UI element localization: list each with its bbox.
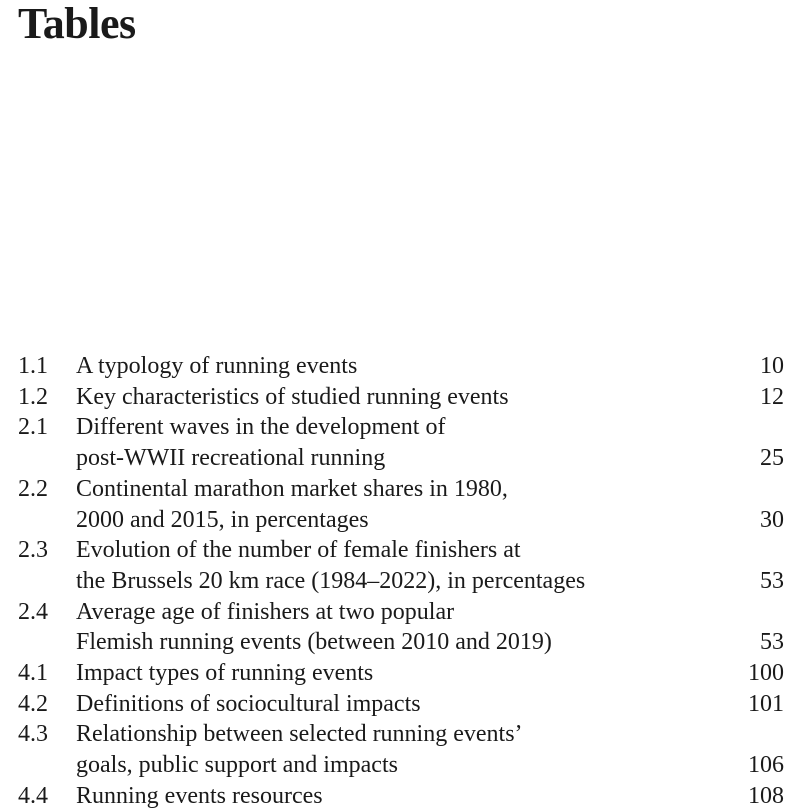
- toc-entry[interactable]: [18, 351, 784, 382]
- entry-title-line: post-WWII recreational running: [76, 445, 386, 472]
- entry-page-number: 12: [760, 383, 784, 410]
- entry-number: 2.1: [18, 414, 48, 441]
- entry-title-line: 2000 and 2015, in percentages: [76, 506, 369, 533]
- entry-number: 4.2: [18, 690, 48, 717]
- entry-page-number: 108: [748, 782, 784, 809]
- entry-number: 1.2: [18, 383, 48, 410]
- entry-number: 4.4: [18, 782, 48, 809]
- entry-title: [76, 689, 694, 720]
- entry-number: 2.2: [18, 475, 48, 502]
- entry-title-line: Key characteristics of studied running events: [76, 383, 509, 410]
- entry-title-line: Average age of finishers at two popular: [76, 598, 455, 625]
- entry-title-line: Definitions of sociocultural impacts: [76, 690, 421, 717]
- entry-title-line: Running events resources: [76, 782, 323, 809]
- entry-title-line: Impact types of running events: [76, 660, 374, 687]
- entry-title-line: goals, public support and impacts: [76, 752, 398, 779]
- entry-number: 2.3: [18, 537, 48, 564]
- toc-entry[interactable]: [18, 535, 784, 596]
- entry-title-line: A typology of running events: [76, 353, 358, 379]
- toc-entry[interactable]: [18, 689, 784, 720]
- entry-title-line: Different waves in the development of: [76, 414, 446, 441]
- table-of-contents: [18, 351, 784, 812]
- entry-title: [76, 382, 694, 413]
- entry-title: [76, 474, 694, 535]
- toc-entry[interactable]: [18, 597, 784, 658]
- entry-page-number: 53: [760, 629, 784, 656]
- toc-entry[interactable]: [18, 719, 784, 780]
- entry-title: [76, 412, 694, 473]
- entry-page-number: 106: [748, 752, 784, 779]
- entry-page-number: 100: [748, 660, 784, 687]
- entry-number: 4.3: [18, 721, 48, 748]
- entry-title: [76, 658, 694, 689]
- toc-entry[interactable]: [18, 412, 784, 473]
- entry-title: [76, 535, 694, 596]
- entry-title: [76, 351, 694, 382]
- entry-title: [76, 597, 694, 658]
- entry-page-number: 101: [748, 690, 784, 717]
- entry-title: [76, 781, 694, 812]
- entry-page-number: 25: [760, 445, 784, 472]
- entry-title-line: Relationship between selected running events’: [76, 721, 523, 748]
- toc-entry[interactable]: [18, 658, 784, 689]
- entry-page-number: 53: [760, 567, 784, 594]
- entry-title-line: Continental marathon market shares in 1980,: [76, 475, 508, 502]
- entry-title: [76, 719, 694, 780]
- toc-entry[interactable]: [18, 781, 784, 812]
- page-title: Tables: [18, 0, 136, 48]
- entry-page-number: 30: [760, 506, 784, 533]
- entry-page-number: 10: [760, 353, 784, 379]
- toc-entry[interactable]: [18, 382, 784, 413]
- entry-title-line: Flemish running events (between 2010 and 2019): [76, 629, 552, 656]
- entry-title-line: the Brussels 20 km race (1984–2022), in percentages: [76, 567, 586, 594]
- entry-number: 4.1: [18, 660, 48, 687]
- entry-title-line: Evolution of the number of female finishers at: [76, 537, 521, 564]
- entry-number: 2.4: [18, 598, 48, 625]
- entry-number: 1.1: [18, 353, 48, 379]
- toc-entry[interactable]: [18, 474, 784, 535]
